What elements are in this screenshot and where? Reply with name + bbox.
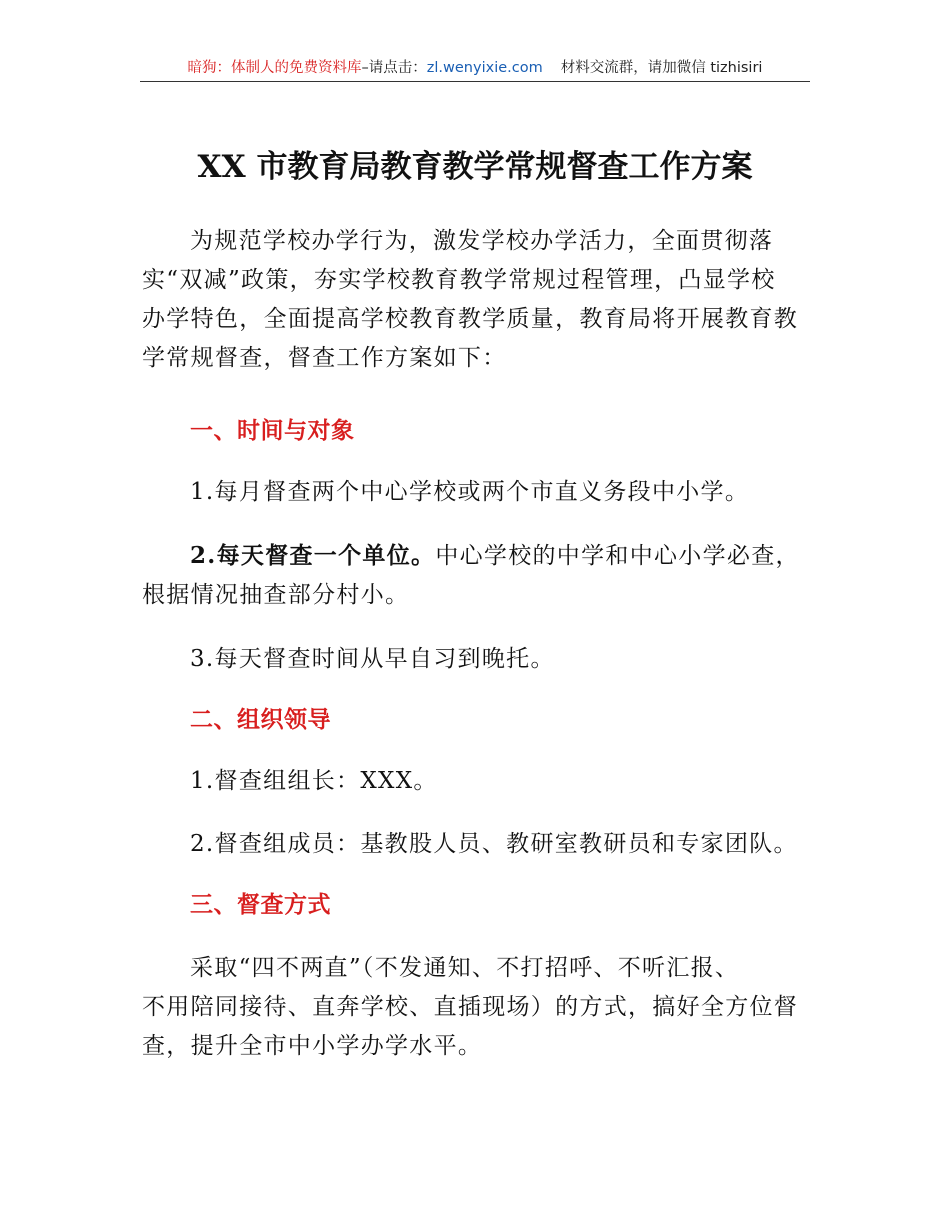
item-text: 1.督查组组长：XXX。 bbox=[190, 768, 438, 794]
header-wechat-note: 材料交流群，请加微信 tizhisiri bbox=[560, 60, 763, 76]
item-text: 3.每天督查时间从早自习到晚托。 bbox=[190, 646, 555, 672]
section3-paragraph bbox=[142, 949, 810, 1066]
document-title: XX 市教育局教育教学常规督查工作方案 bbox=[197, 149, 753, 185]
item-text: 中心学校的中学和中心小学必查， bbox=[435, 543, 800, 569]
item-bold-lead: 2.每天督查一个单位。 bbox=[190, 542, 436, 569]
item-text: 1.每月督查两个中心学校或两个市直义务段中小学。 bbox=[190, 479, 750, 505]
section-heading-time-target: 一、时间与对象 bbox=[190, 418, 355, 444]
intro-line: 为规范学校办学行为，激发学校办学活力，全面贯彻落 bbox=[190, 228, 774, 254]
header-site-name: 暗狗：体制人的免费资料库 bbox=[187, 60, 362, 76]
page-header bbox=[140, 57, 810, 82]
intro-paragraph bbox=[142, 222, 810, 378]
method-line: 采取“四不两直”（不发通知、不打招呼、不听汇报、 bbox=[190, 955, 740, 981]
header-link[interactable]: zl.wenyixie.com bbox=[426, 60, 543, 76]
intro-line: 学常规督查，督查工作方案如下： bbox=[142, 345, 507, 371]
section-heading-method: 三、督查方式 bbox=[190, 892, 331, 918]
section2-item1 bbox=[142, 762, 810, 801]
method-line: 不用陪同接待、直奔学校、直插现场）的方式，搞好全方位督 bbox=[142, 994, 799, 1020]
header-click-prompt: –请点击： bbox=[361, 60, 427, 76]
section2-item2 bbox=[142, 825, 810, 864]
intro-line: 实“双减”政策，夯实学校教育教学常规过程管理，凸显学校 bbox=[142, 267, 776, 293]
item-line bbox=[142, 536, 810, 576]
item-continuation: 根据情况抽查部分村小。 bbox=[142, 582, 410, 608]
section1-item2 bbox=[142, 536, 810, 615]
method-line: 查，提升全市中小学办学水平。 bbox=[142, 1033, 483, 1059]
intro-line: 办学特色，全面提高学校教育教学质量，教育局将开展教育教 bbox=[142, 306, 799, 332]
section1-item3 bbox=[142, 640, 810, 679]
section-heading-organization: 二、组织领导 bbox=[190, 707, 331, 733]
item-text: 2.督查组成员：基教股人员、教研室教研员和专家团队。 bbox=[190, 831, 798, 857]
section1-item1 bbox=[142, 473, 810, 512]
